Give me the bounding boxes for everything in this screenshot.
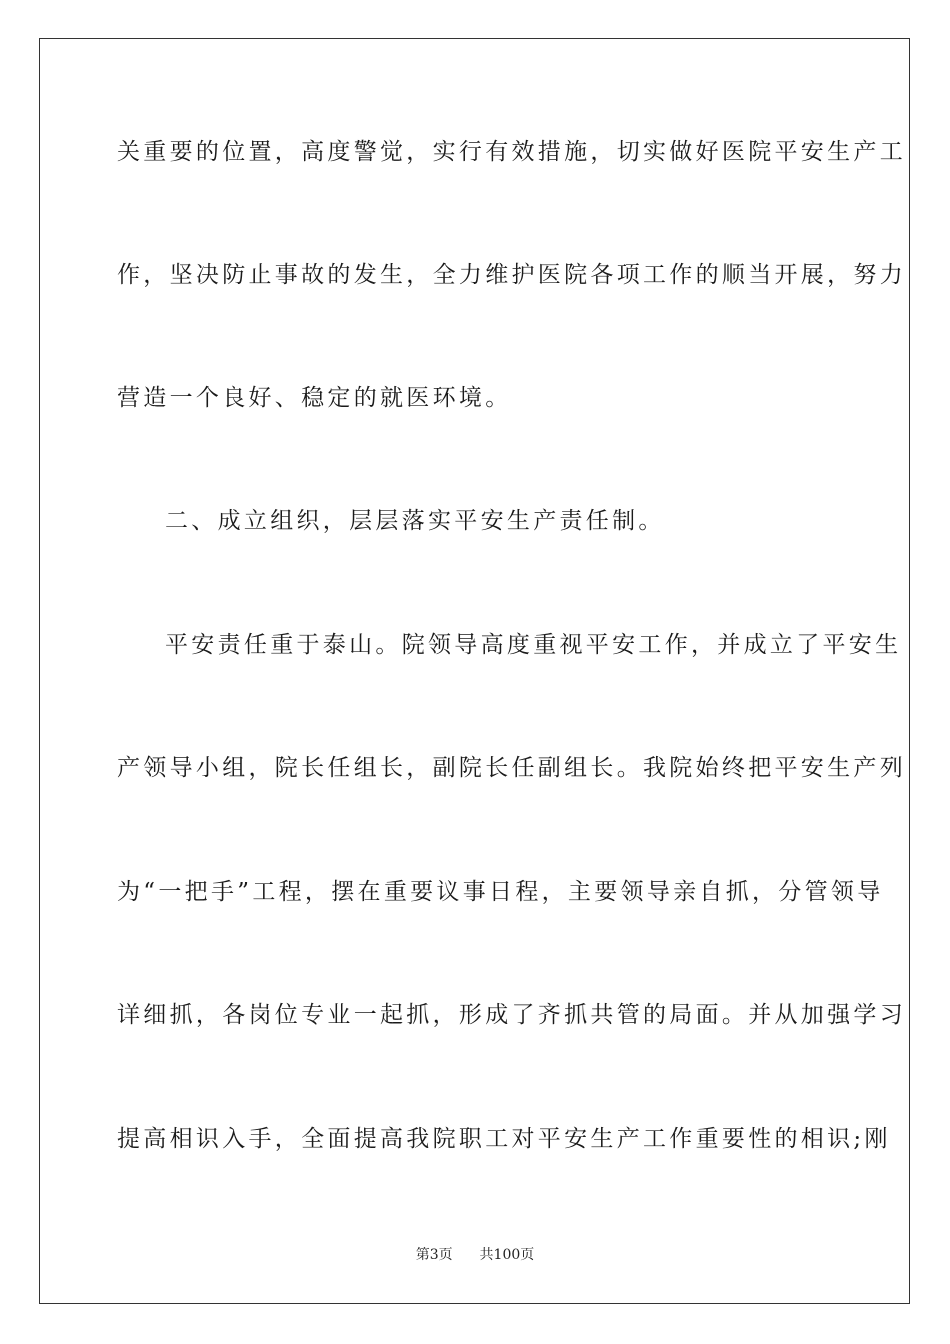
- page-footer: [0, 1246, 950, 1264]
- page-number: 第3页: [415, 1247, 453, 1263]
- page-total: 共100页: [479, 1247, 535, 1263]
- page-border: [39, 38, 910, 1304]
- body-text-line: 营造一个良好、稳定的就医环境。: [117, 385, 512, 411]
- body-text-line: 关重要的位置，高度警觉，实行有效措施，切实做好医院平安生产工: [117, 139, 906, 165]
- body-text-line: 平安责任重于泰山。院领导高度重视平安工作，并成立了平安生: [165, 632, 902, 658]
- body-text-line: 为“一把手”工程，摆在重要议事日程，主要领导亲自抓，分管领导: [117, 879, 884, 905]
- body-text-line: 提高相识入手，全面提高我院职工对平安生产工作重要性的相识;刚: [117, 1126, 891, 1152]
- body-text-line: 详细抓，各岗位专业一起抓，形成了齐抓共管的局面。并从加强学习: [117, 1002, 906, 1028]
- section-heading: 二、成立组织，层层落实平安生产责任制。: [165, 508, 665, 534]
- body-text-line: 产领导小组，院长任组长，副院长任副组长。我院始终把平安生产列: [117, 755, 906, 781]
- body-text-line: 作，坚决防止事故的发生，全力维护医院各项工作的顺当开展，努力: [117, 262, 906, 288]
